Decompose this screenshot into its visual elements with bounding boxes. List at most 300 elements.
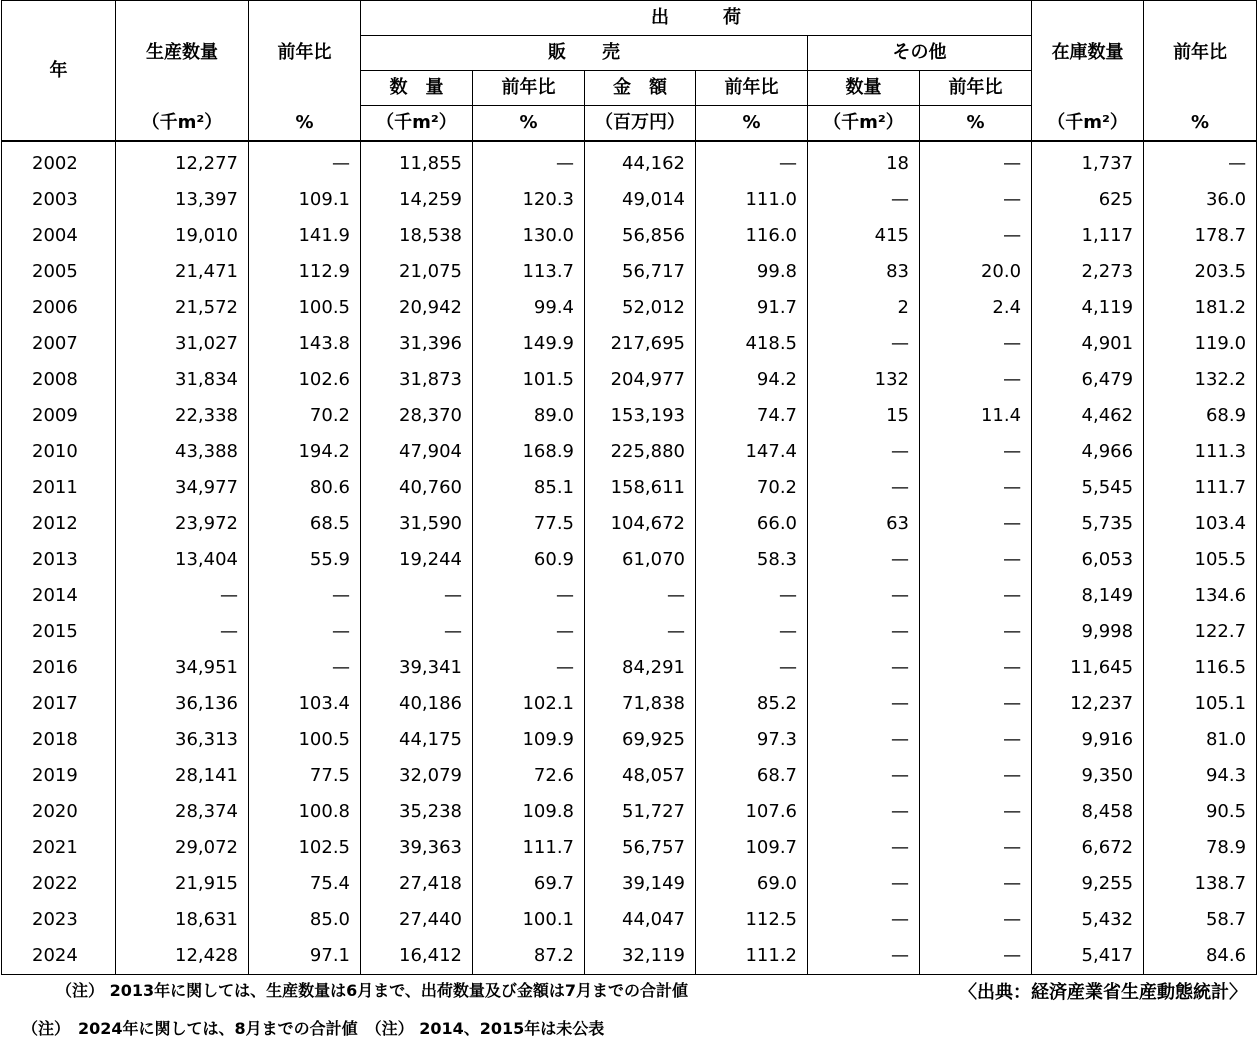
table-row <box>2 938 1257 975</box>
cell-sales-qty: 11,855 <box>361 141 473 182</box>
cell-year: 2014 <box>2 578 116 614</box>
cell-other-qty: — <box>808 686 920 722</box>
cell-other-yoy: 2.4 <box>920 290 1032 326</box>
cell-production-yoy: 80.6 <box>249 470 361 506</box>
cell-inventory-qty: 5,432 <box>1032 902 1144 938</box>
cell-inventory-yoy: 134.6 <box>1144 578 1257 614</box>
unit-sales-qty: （千m²） <box>361 106 473 142</box>
cell-sales-qty-yoy: — <box>473 614 585 650</box>
production-shipment-table <box>1 0 1257 975</box>
cell-production-yoy: 75.4 <box>249 866 361 902</box>
cell-sales-qty-yoy: 102.1 <box>473 686 585 722</box>
cell-year: 2005 <box>2 254 116 290</box>
cell-production-qty: 21,471 <box>116 254 249 290</box>
cell-production-qty: 12,428 <box>116 938 249 975</box>
cell-other-yoy: — <box>920 866 1032 902</box>
cell-sales-amount: — <box>585 578 696 614</box>
cell-sales-amount-yoy: 58.3 <box>696 542 808 578</box>
table-row <box>2 866 1257 902</box>
cell-other-yoy: — <box>920 902 1032 938</box>
table-row <box>2 254 1257 290</box>
cell-other-qty: — <box>808 938 920 975</box>
unit-other-yoy: % <box>920 106 1032 142</box>
cell-year: 2007 <box>2 326 116 362</box>
cell-other-yoy: — <box>920 578 1032 614</box>
cell-production-yoy: 102.5 <box>249 830 361 866</box>
cell-inventory-qty: 625 <box>1032 182 1144 218</box>
cell-inventory-yoy: 94.3 <box>1144 758 1257 794</box>
cell-inventory-qty: 9,350 <box>1032 758 1144 794</box>
cell-sales-qty-yoy: 99.4 <box>473 290 585 326</box>
cell-inventory-yoy: 132.2 <box>1144 362 1257 398</box>
unit-sales-amount: （百万円） <box>585 106 696 142</box>
cell-other-yoy: — <box>920 542 1032 578</box>
cell-production-yoy: 109.1 <box>249 182 361 218</box>
cell-inventory-yoy: 122.7 <box>1144 614 1257 650</box>
cell-other-qty: 2 <box>808 290 920 326</box>
table-row <box>2 141 1257 182</box>
cell-other-qty: 415 <box>808 218 920 254</box>
cell-inventory-qty: 12,237 <box>1032 686 1144 722</box>
cell-sales-amount: 44,162 <box>585 141 696 182</box>
cell-production-yoy: 100.5 <box>249 290 361 326</box>
cell-year: 2024 <box>2 938 116 975</box>
cell-year: 2023 <box>2 902 116 938</box>
cell-sales-amount-yoy: 85.2 <box>696 686 808 722</box>
cell-sales-amount-yoy: — <box>696 614 808 650</box>
cell-sales-qty: — <box>361 578 473 614</box>
cell-year: 2020 <box>2 794 116 830</box>
cell-sales-qty: 27,440 <box>361 902 473 938</box>
cell-sales-qty: 40,760 <box>361 470 473 506</box>
cell-year: 2004 <box>2 218 116 254</box>
cell-sales-qty: 47,904 <box>361 434 473 470</box>
cell-sales-amount-yoy: 116.0 <box>696 218 808 254</box>
cell-inventory-qty: 4,966 <box>1032 434 1144 470</box>
cell-inventory-yoy: 68.9 <box>1144 398 1257 434</box>
cell-other-yoy: — <box>920 938 1032 975</box>
cell-sales-amount: 204,977 <box>585 362 696 398</box>
cell-inventory-yoy: 105.1 <box>1144 686 1257 722</box>
cell-other-qty: 15 <box>808 398 920 434</box>
table-header <box>2 1 1257 142</box>
cell-sales-amount-yoy: 94.2 <box>696 362 808 398</box>
table-row <box>2 218 1257 254</box>
cell-sales-qty-yoy: — <box>473 141 585 182</box>
cell-sales-amount-yoy: 111.0 <box>696 182 808 218</box>
cell-sales-amount-yoy: 111.2 <box>696 938 808 975</box>
cell-sales-amount: 51,727 <box>585 794 696 830</box>
table-row <box>2 902 1257 938</box>
cell-production-yoy: — <box>249 614 361 650</box>
table-row <box>2 434 1257 470</box>
cell-production-qty: 21,915 <box>116 866 249 902</box>
cell-sales-qty: 35,238 <box>361 794 473 830</box>
cell-inventory-qty: 5,735 <box>1032 506 1144 542</box>
cell-inventory-qty: 11,645 <box>1032 650 1144 686</box>
cell-production-qty: 43,388 <box>116 434 249 470</box>
cell-sales-qty: 28,370 <box>361 398 473 434</box>
cell-year: 2009 <box>2 398 116 434</box>
cell-year: 2003 <box>2 182 116 218</box>
cell-production-qty: 31,834 <box>116 362 249 398</box>
cell-sales-qty: 39,363 <box>361 830 473 866</box>
cell-other-qty: 63 <box>808 506 920 542</box>
cell-other-qty: — <box>808 542 920 578</box>
cell-production-qty: 13,397 <box>116 182 249 218</box>
cell-sales-qty: 18,538 <box>361 218 473 254</box>
cell-production-yoy: — <box>249 650 361 686</box>
cell-sales-qty: 20,942 <box>361 290 473 326</box>
cell-sales-qty-yoy: 77.5 <box>473 506 585 542</box>
table-row <box>2 542 1257 578</box>
cell-production-qty: 18,631 <box>116 902 249 938</box>
cell-sales-amount: 84,291 <box>585 650 696 686</box>
cell-sales-qty: 40,186 <box>361 686 473 722</box>
table-row <box>2 614 1257 650</box>
cell-inventory-qty: 4,901 <box>1032 326 1144 362</box>
header-production-qty: 生産数量 <box>116 1 249 106</box>
cell-year: 2019 <box>2 758 116 794</box>
cell-sales-amount-yoy: 70.2 <box>696 470 808 506</box>
cell-sales-amount: 104,672 <box>585 506 696 542</box>
cell-inventory-qty: 5,545 <box>1032 470 1144 506</box>
cell-sales-amount: 39,149 <box>585 866 696 902</box>
cell-sales-amount: 52,012 <box>585 290 696 326</box>
cell-inventory-yoy: 111.7 <box>1144 470 1257 506</box>
cell-sales-amount-yoy: 107.6 <box>696 794 808 830</box>
cell-production-qty: 34,951 <box>116 650 249 686</box>
cell-sales-amount: 61,070 <box>585 542 696 578</box>
cell-year: 2008 <box>2 362 116 398</box>
cell-other-qty: — <box>808 830 920 866</box>
table-row <box>2 794 1257 830</box>
cell-sales-amount-yoy: 97.3 <box>696 722 808 758</box>
table-row <box>2 290 1257 326</box>
cell-year: 2006 <box>2 290 116 326</box>
cell-other-qty: — <box>808 794 920 830</box>
cell-sales-qty-yoy: 87.2 <box>473 938 585 975</box>
note-2013: （注） 2013年に関しては、生産数量は6月まで、出荷数量及び金額は7月までの合計値 <box>56 981 689 1000</box>
cell-sales-amount: 56,757 <box>585 830 696 866</box>
cell-inventory-yoy: 178.7 <box>1144 218 1257 254</box>
cell-other-qty: — <box>808 614 920 650</box>
cell-other-qty: — <box>808 722 920 758</box>
cell-production-yoy: 100.5 <box>249 722 361 758</box>
cell-sales-qty: 16,412 <box>361 938 473 975</box>
cell-sales-amount: 153,193 <box>585 398 696 434</box>
cell-other-qty: 18 <box>808 141 920 182</box>
cell-production-qty: 22,338 <box>116 398 249 434</box>
cell-other-qty: — <box>808 470 920 506</box>
cell-sales-qty-yoy: 89.0 <box>473 398 585 434</box>
cell-other-yoy: — <box>920 218 1032 254</box>
unit-sales-qty-yoy: % <box>473 106 585 142</box>
source-credit: 〈出典：経済産業省生産動態統計〉 <box>959 982 1247 1003</box>
cell-sales-amount-yoy: 91.7 <box>696 290 808 326</box>
cell-other-qty: — <box>808 182 920 218</box>
cell-sales-qty-yoy: 130.0 <box>473 218 585 254</box>
header-year: 年 <box>2 1 116 142</box>
cell-production-qty: 36,313 <box>116 722 249 758</box>
cell-production-yoy: — <box>249 578 361 614</box>
unit-production-qty: （千m²） <box>116 106 249 142</box>
cell-inventory-yoy: 103.4 <box>1144 506 1257 542</box>
cell-inventory-yoy: 181.2 <box>1144 290 1257 326</box>
cell-sales-amount: 56,717 <box>585 254 696 290</box>
cell-inventory-qty: 4,119 <box>1032 290 1144 326</box>
cell-inventory-yoy: 111.3 <box>1144 434 1257 470</box>
cell-sales-qty-yoy: 109.8 <box>473 794 585 830</box>
cell-production-qty: — <box>116 578 249 614</box>
cell-production-yoy: 141.9 <box>249 218 361 254</box>
note-2024-2014-2015: （注） 2024年に関しては、8月までの合計値 （注） 2014、2015年は未公表 <box>22 1019 605 1038</box>
cell-inventory-yoy: — <box>1144 141 1257 182</box>
cell-sales-qty-yoy: 113.7 <box>473 254 585 290</box>
cell-other-yoy: — <box>920 758 1032 794</box>
cell-sales-qty-yoy: 60.9 <box>473 542 585 578</box>
cell-inventory-yoy: 105.5 <box>1144 542 1257 578</box>
cell-production-qty: 23,972 <box>116 506 249 542</box>
cell-inventory-yoy: 203.5 <box>1144 254 1257 290</box>
cell-production-yoy: 85.0 <box>249 902 361 938</box>
cell-production-yoy: 102.6 <box>249 362 361 398</box>
cell-inventory-yoy: 116.5 <box>1144 650 1257 686</box>
cell-inventory-yoy: 138.7 <box>1144 866 1257 902</box>
cell-sales-amount: 48,057 <box>585 758 696 794</box>
cell-inventory-qty: 1,117 <box>1032 218 1144 254</box>
cell-other-yoy: — <box>920 470 1032 506</box>
cell-production-qty: — <box>116 614 249 650</box>
table-row <box>2 650 1257 686</box>
table-row <box>2 326 1257 362</box>
header-production-yoy: 前年比 <box>249 1 361 106</box>
table-row <box>2 722 1257 758</box>
cell-other-qty: — <box>808 650 920 686</box>
cell-sales-amount-yoy: — <box>696 141 808 182</box>
cell-other-yoy: — <box>920 182 1032 218</box>
cell-sales-qty: 32,079 <box>361 758 473 794</box>
cell-production-yoy: 112.9 <box>249 254 361 290</box>
cell-sales-qty-yoy: 149.9 <box>473 326 585 362</box>
cell-production-qty: 31,027 <box>116 326 249 362</box>
cell-production-yoy: 143.8 <box>249 326 361 362</box>
cell-sales-amount-yoy: 147.4 <box>696 434 808 470</box>
cell-inventory-qty: 9,916 <box>1032 722 1144 758</box>
cell-sales-qty: 31,396 <box>361 326 473 362</box>
cell-year: 2018 <box>2 722 116 758</box>
cell-sales-amount: 69,925 <box>585 722 696 758</box>
cell-sales-qty-yoy: 69.7 <box>473 866 585 902</box>
cell-inventory-yoy: 90.5 <box>1144 794 1257 830</box>
cell-sales-amount: 225,880 <box>585 434 696 470</box>
header-sales-amount-yoy: 前年比 <box>696 71 808 106</box>
cell-sales-qty: 44,175 <box>361 722 473 758</box>
cell-inventory-yoy: 84.6 <box>1144 938 1257 975</box>
cell-other-yoy: — <box>920 362 1032 398</box>
cell-inventory-qty: 6,053 <box>1032 542 1144 578</box>
unit-production-yoy: % <box>249 106 361 142</box>
cell-sales-qty-yoy: 120.3 <box>473 182 585 218</box>
cell-inventory-qty: 6,479 <box>1032 362 1144 398</box>
cell-inventory-qty: 8,458 <box>1032 794 1144 830</box>
cell-production-qty: 13,404 <box>116 542 249 578</box>
table-row <box>2 506 1257 542</box>
cell-production-qty: 29,072 <box>116 830 249 866</box>
cell-other-qty: — <box>808 902 920 938</box>
cell-sales-amount-yoy: 68.7 <box>696 758 808 794</box>
cell-inventory-qty: 1,737 <box>1032 141 1144 182</box>
cell-inventory-yoy: 78.9 <box>1144 830 1257 866</box>
unit-other-qty: （千m²） <box>808 106 920 142</box>
header-sales-qty-yoy: 前年比 <box>473 71 585 106</box>
cell-production-yoy: 70.2 <box>249 398 361 434</box>
cell-inventory-yoy: 58.7 <box>1144 902 1257 938</box>
cell-sales-qty-yoy: — <box>473 578 585 614</box>
cell-production-qty: 19,010 <box>116 218 249 254</box>
cell-sales-amount: 44,047 <box>585 902 696 938</box>
table-body <box>2 141 1257 975</box>
cell-production-yoy: 77.5 <box>249 758 361 794</box>
cell-sales-amount: 49,014 <box>585 182 696 218</box>
cell-other-yoy: — <box>920 830 1032 866</box>
header-sales: 販 売 <box>361 36 808 71</box>
cell-year: 2021 <box>2 830 116 866</box>
header-other-qty: 数量 <box>808 71 920 106</box>
cell-other-qty: 132 <box>808 362 920 398</box>
cell-sales-amount-yoy: 74.7 <box>696 398 808 434</box>
cell-production-yoy: — <box>249 141 361 182</box>
header-sales-amount: 金 額 <box>585 71 696 106</box>
cell-sales-qty-yoy: 101.5 <box>473 362 585 398</box>
table-row <box>2 758 1257 794</box>
cell-sales-qty: 27,418 <box>361 866 473 902</box>
cell-sales-qty-yoy: 111.7 <box>473 830 585 866</box>
header-inventory-qty: 在庫数量 <box>1032 1 1144 106</box>
cell-other-qty: — <box>808 758 920 794</box>
cell-sales-amount-yoy: 99.8 <box>696 254 808 290</box>
cell-sales-qty-yoy: 168.9 <box>473 434 585 470</box>
cell-sales-qty: 31,873 <box>361 362 473 398</box>
cell-other-yoy: — <box>920 722 1032 758</box>
cell-sales-amount-yoy: 112.5 <box>696 902 808 938</box>
cell-production-yoy: 55.9 <box>249 542 361 578</box>
cell-year: 2002 <box>2 141 116 182</box>
cell-year: 2012 <box>2 506 116 542</box>
cell-sales-amount-yoy: 66.0 <box>696 506 808 542</box>
cell-other-qty: — <box>808 326 920 362</box>
cell-production-yoy: 100.8 <box>249 794 361 830</box>
table-row <box>2 398 1257 434</box>
cell-production-yoy: 68.5 <box>249 506 361 542</box>
cell-year: 2022 <box>2 866 116 902</box>
cell-sales-qty: 31,590 <box>361 506 473 542</box>
table-row <box>2 578 1257 614</box>
cell-production-qty: 28,374 <box>116 794 249 830</box>
unit-sales-amount-yoy: % <box>696 106 808 142</box>
cell-production-qty: 34,977 <box>116 470 249 506</box>
cell-other-yoy: — <box>920 650 1032 686</box>
cell-production-qty: 36,136 <box>116 686 249 722</box>
cell-other-qty: — <box>808 578 920 614</box>
header-shipment: 出 荷 <box>361 1 1032 36</box>
cell-inventory-qty: 2,273 <box>1032 254 1144 290</box>
cell-sales-amount-yoy: 418.5 <box>696 326 808 362</box>
cell-other-yoy: — <box>920 506 1032 542</box>
cell-production-qty: 12,277 <box>116 141 249 182</box>
cell-other-yoy: 11.4 <box>920 398 1032 434</box>
cell-sales-amount-yoy: — <box>696 578 808 614</box>
cell-year: 2013 <box>2 542 116 578</box>
cell-sales-amount: 217,695 <box>585 326 696 362</box>
cell-sales-qty: 21,075 <box>361 254 473 290</box>
cell-inventory-qty: 9,255 <box>1032 866 1144 902</box>
cell-sales-amount: — <box>585 614 696 650</box>
cell-other-yoy: — <box>920 141 1032 182</box>
cell-inventory-qty: 6,672 <box>1032 830 1144 866</box>
cell-inventory-qty: 4,462 <box>1032 398 1144 434</box>
cell-other-yoy: — <box>920 434 1032 470</box>
cell-sales-amount: 32,119 <box>585 938 696 975</box>
cell-production-qty: 21,572 <box>116 290 249 326</box>
cell-inventory-yoy: 36.0 <box>1144 182 1257 218</box>
cell-sales-qty: 19,244 <box>361 542 473 578</box>
cell-other-qty: — <box>808 866 920 902</box>
cell-inventory-yoy: 119.0 <box>1144 326 1257 362</box>
cell-sales-qty-yoy: — <box>473 650 585 686</box>
cell-production-yoy: 97.1 <box>249 938 361 975</box>
cell-other-yoy: 20.0 <box>920 254 1032 290</box>
cell-sales-qty-yoy: 109.9 <box>473 722 585 758</box>
cell-other-yoy: — <box>920 686 1032 722</box>
cell-production-yoy: 194.2 <box>249 434 361 470</box>
cell-inventory-qty: 9,998 <box>1032 614 1144 650</box>
cell-sales-amount: 56,856 <box>585 218 696 254</box>
header-other-yoy: 前年比 <box>920 71 1032 106</box>
table-row <box>2 830 1257 866</box>
cell-other-qty: 83 <box>808 254 920 290</box>
cell-sales-amount: 158,611 <box>585 470 696 506</box>
cell-sales-qty-yoy: 85.1 <box>473 470 585 506</box>
cell-production-yoy: 103.4 <box>249 686 361 722</box>
cell-inventory-qty: 5,417 <box>1032 938 1144 975</box>
cell-sales-amount-yoy: 69.0 <box>696 866 808 902</box>
cell-year: 2016 <box>2 650 116 686</box>
unit-inventory-qty: （千m²） <box>1032 106 1144 142</box>
cell-sales-amount-yoy: — <box>696 650 808 686</box>
cell-inventory-qty: 8,149 <box>1032 578 1144 614</box>
header-inventory-yoy: 前年比 <box>1144 1 1257 106</box>
cell-sales-qty: 39,341 <box>361 650 473 686</box>
cell-year: 2017 <box>2 686 116 722</box>
cell-sales-qty-yoy: 100.1 <box>473 902 585 938</box>
cell-other-qty: — <box>808 434 920 470</box>
cell-other-yoy: — <box>920 614 1032 650</box>
cell-sales-amount: 71,838 <box>585 686 696 722</box>
cell-year: 2011 <box>2 470 116 506</box>
table-row <box>2 182 1257 218</box>
unit-inventory-yoy: % <box>1144 106 1257 142</box>
header-other: その他 <box>808 36 1032 71</box>
cell-production-qty: 28,141 <box>116 758 249 794</box>
cell-other-yoy: — <box>920 326 1032 362</box>
cell-inventory-yoy: 81.0 <box>1144 722 1257 758</box>
cell-year: 2015 <box>2 614 116 650</box>
cell-year: 2010 <box>2 434 116 470</box>
table-row <box>2 470 1257 506</box>
cell-sales-qty: 14,259 <box>361 182 473 218</box>
cell-other-yoy: — <box>920 794 1032 830</box>
